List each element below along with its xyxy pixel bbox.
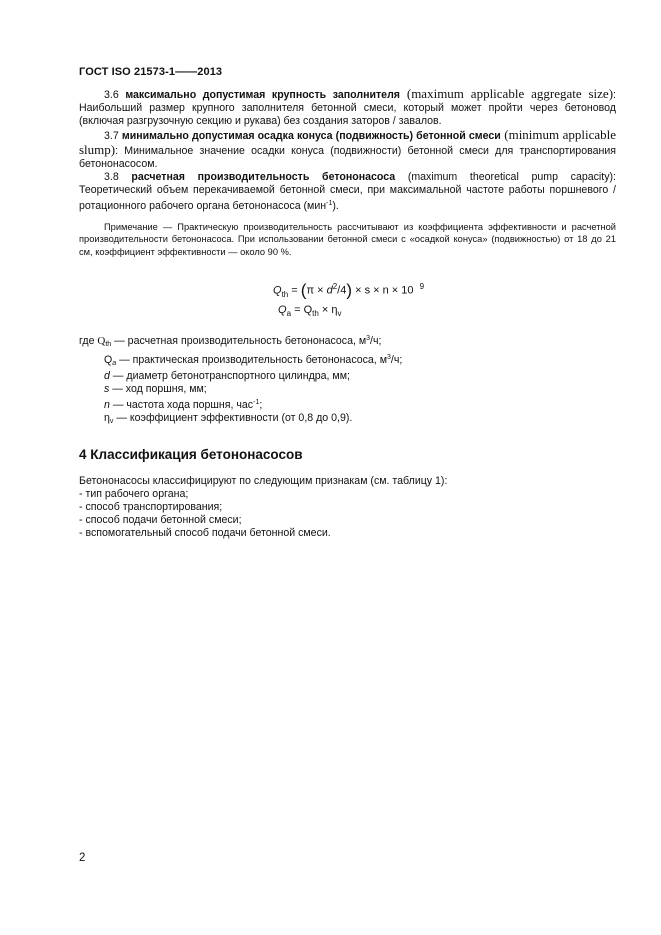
formula-symbol: Q	[273, 284, 282, 297]
definition-symbol: Q	[97, 335, 106, 348]
document-header: ГОСТ ISO 21573-1——2013	[79, 66, 223, 78]
formula-eta: η	[331, 304, 338, 317]
formula-theoretical	[273, 280, 424, 301]
definition-symbol: d	[104, 370, 110, 383]
formula-paren-close: )	[346, 280, 353, 300]
section-heading: 4 Классификация бетононасосов	[79, 447, 303, 463]
definition-tail: /ч;	[370, 335, 382, 348]
formula-rest: × s × n × 10	[352, 284, 414, 297]
page-number: 2	[79, 852, 86, 864]
formula-exponent: 9	[419, 282, 425, 292]
definition-subscript: th	[105, 341, 112, 349]
formula-equals: =	[288, 284, 301, 297]
definition-item	[79, 396, 616, 412]
term-english: (minimum applicable slump)	[79, 127, 616, 157]
list-item: - способ транспортирования;	[79, 501, 223, 514]
formula-subscript: th	[281, 290, 289, 300]
section-number: 3.7	[104, 130, 119, 142]
definition-item	[79, 332, 616, 351]
term-english: (maximum applicable aggregate size)	[399, 86, 614, 101]
definition-tail: /ч;	[390, 354, 403, 367]
definition-superscript: 3	[366, 335, 371, 343]
definition-symbol: Q	[104, 354, 113, 367]
section-intro: Бетононасосы классифицируют по следующим признакам (см. таблицу 1):	[79, 475, 448, 488]
definition-text: — практическая производительность бетононасоса, м	[116, 354, 387, 367]
list-item: - тип рабочего органа;	[79, 488, 189, 501]
definition-text: — коэффициент эффективности (от 0,8 до 0,9).	[113, 412, 353, 425]
formula-block	[79, 262, 616, 328]
classification-list	[79, 488, 616, 540]
definition-text: — расчетная производительность бетононасоса, м	[111, 335, 367, 348]
formula-number: 4	[340, 284, 347, 297]
formula-slash: /	[337, 284, 341, 297]
formula-actual	[278, 304, 341, 320]
definition-item	[79, 412, 616, 428]
formula-subscript: v	[337, 309, 342, 319]
definition-symbol: s	[104, 383, 110, 396]
superscript: -1	[326, 200, 333, 207]
formula-subscript: th	[312, 309, 319, 319]
definition-item	[79, 351, 616, 370]
definition-text: : Теоретический объем перекачиваемой бетонной смеси, при максимальной частоте работы поршневого / ротационного рабочего органа бетононасоса (мин	[79, 171, 616, 212]
definition-subscript: v	[109, 418, 114, 426]
formula-pi: π ×	[306, 284, 327, 297]
definitions-intro: где	[79, 335, 98, 348]
term: минимально допустимая осадка конуса (подвижность) бетонной смеси	[121, 130, 501, 142]
definition-text: — диаметр бетонотранспортного цилиндра, мм;	[109, 370, 350, 383]
section-3-8	[79, 171, 616, 213]
formula-subscript: a	[286, 309, 292, 319]
definition-superscript: 3	[386, 354, 391, 362]
formula-symbol: Q	[278, 304, 287, 317]
section-number: 3.8	[104, 171, 119, 183]
definition-item	[79, 383, 616, 396]
section-number: 3.6	[104, 89, 119, 101]
definition-symbol: n	[104, 399, 110, 412]
definition-superscript: -1	[253, 399, 260, 407]
term: максимально допустимая крупность заполнителя	[125, 89, 400, 101]
term-english: (maximum theoretical pump capacity)	[395, 171, 614, 183]
definition-text: : Наибольший размер крупного заполнителя бетонной смеси, который может пройти через бетоновод (включая разгрузочную секцию и рукава) без создания заторов / завалов.	[79, 89, 616, 127]
definition-text: — частота хода поршня, час	[109, 399, 254, 412]
formula-symbol: Q	[303, 304, 313, 317]
formula-equals: =	[291, 304, 304, 317]
note: Примечание — Практическую производительность рассчитывают из коэффициента эффективности и расчетной производительности бетононасоса. При использовании бетонной смеси с «осадкой конуса» (подвижностью) от 18 до 21 см, коэффициент эффективности — около 90 %.	[79, 222, 616, 257]
formula-times: ×	[318, 304, 332, 317]
definition-item	[79, 370, 616, 383]
definitions-list	[79, 332, 616, 428]
formula-symbol: d	[326, 284, 333, 297]
definition-text: — ход поршня, мм;	[109, 383, 207, 396]
section-3-6	[79, 87, 616, 128]
list-item: - вспомогательный способ подачи бетонной смеси.	[79, 527, 331, 540]
list-item: - способ подачи бетонной смеси;	[79, 514, 242, 527]
term: расчетная производительность бетононасоса	[131, 171, 396, 183]
definition-tail: ;	[259, 399, 263, 412]
definition-symbol: η	[104, 412, 110, 425]
section-3-7	[79, 128, 616, 171]
formula-paren-open: (	[300, 280, 307, 300]
definition-subscript: a	[112, 360, 117, 368]
definition-text: : Минимальное значение осадки конуса (подвижности) бетонной смеси для транспортирования бетононасосом.	[79, 145, 616, 170]
definition-tail: ).	[332, 200, 339, 212]
document-body	[79, 87, 616, 540]
formula-superscript: 2	[332, 282, 338, 292]
